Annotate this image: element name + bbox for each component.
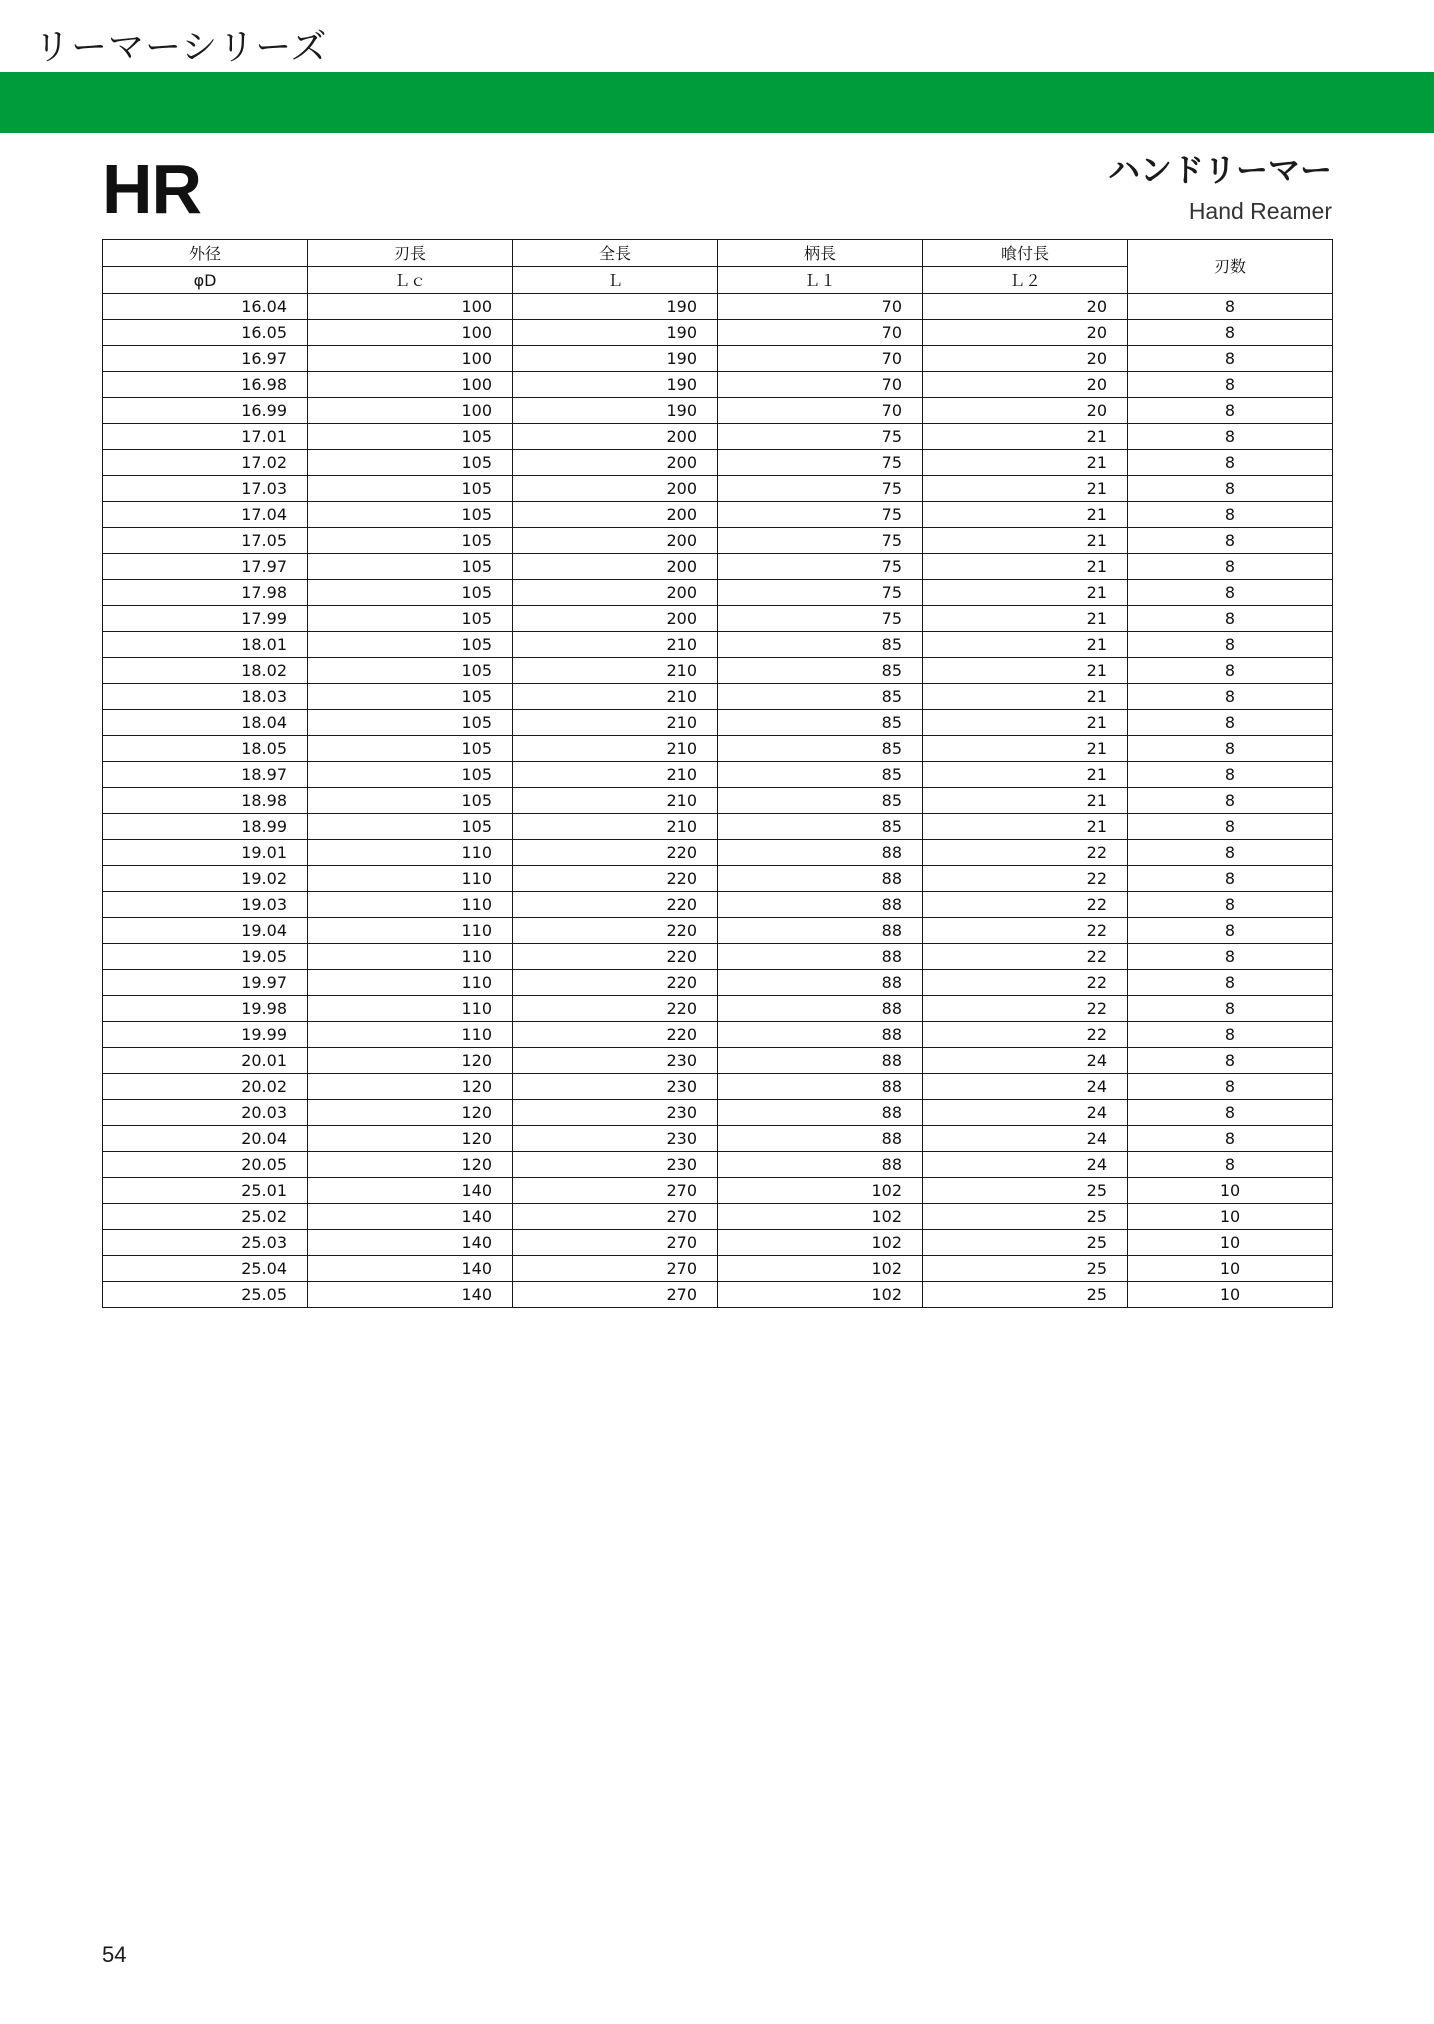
table-row — [103, 840, 1333, 866]
cell-chamfer-length: 21 — [923, 528, 1128, 554]
cell-blade-length: 120 — [308, 1048, 513, 1074]
cell-flute-count: 10 — [1128, 1178, 1333, 1204]
cell-blade-length: 110 — [308, 944, 513, 970]
cell-blade-length: 100 — [308, 398, 513, 424]
cell-chamfer-length: 25 — [923, 1178, 1128, 1204]
cell-total-length: 220 — [513, 840, 718, 866]
cell-shank-length: 70 — [718, 398, 923, 424]
cell-outer-diameter: 16.05 — [103, 320, 308, 346]
header-blade-length: 刃長 — [308, 240, 513, 267]
cell-total-length: 220 — [513, 970, 718, 996]
series-title: リーマーシリーズ — [34, 27, 328, 68]
cell-flute-count: 8 — [1128, 1022, 1333, 1048]
cell-blade-length: 105 — [308, 606, 513, 632]
cell-chamfer-length: 25 — [923, 1256, 1128, 1282]
cell-outer-diameter: 18.99 — [103, 814, 308, 840]
cell-chamfer-length: 21 — [923, 632, 1128, 658]
cell-flute-count: 8 — [1128, 814, 1333, 840]
cell-blade-length: 110 — [308, 866, 513, 892]
cell-shank-length: 75 — [718, 528, 923, 554]
cell-outer-diameter: 18.04 — [103, 710, 308, 736]
cell-flute-count: 8 — [1128, 866, 1333, 892]
cell-total-length: 230 — [513, 1074, 718, 1100]
cell-total-length: 220 — [513, 996, 718, 1022]
cell-total-length: 270 — [513, 1256, 718, 1282]
header-symbol-l: Ｌ — [513, 267, 718, 294]
cell-blade-length: 120 — [308, 1074, 513, 1100]
header-symbol-lc: Ｌｃ — [308, 267, 513, 294]
spec-table-body — [103, 294, 1333, 1308]
cell-blade-length: 110 — [308, 892, 513, 918]
cell-blade-length: 105 — [308, 580, 513, 606]
header-total-length: 全長 — [513, 240, 718, 267]
cell-flute-count: 8 — [1128, 788, 1333, 814]
cell-shank-length: 88 — [718, 970, 923, 996]
cell-blade-length: 140 — [308, 1256, 513, 1282]
cell-outer-diameter: 16.97 — [103, 346, 308, 372]
cell-outer-diameter: 25.02 — [103, 1204, 308, 1230]
cell-flute-count: 8 — [1128, 1126, 1333, 1152]
table-row — [103, 892, 1333, 918]
cell-flute-count: 8 — [1128, 424, 1333, 450]
cell-chamfer-length: 24 — [923, 1048, 1128, 1074]
cell-chamfer-length: 24 — [923, 1152, 1128, 1178]
cell-outer-diameter: 25.01 — [103, 1178, 308, 1204]
cell-blade-length: 105 — [308, 554, 513, 580]
cell-flute-count: 8 — [1128, 1048, 1333, 1074]
cell-flute-count: 8 — [1128, 372, 1333, 398]
cell-chamfer-length: 22 — [923, 1022, 1128, 1048]
cell-flute-count: 8 — [1128, 892, 1333, 918]
cell-outer-diameter: 19.01 — [103, 840, 308, 866]
cell-chamfer-length: 24 — [923, 1100, 1128, 1126]
cell-outer-diameter: 18.05 — [103, 736, 308, 762]
cell-blade-length: 105 — [308, 476, 513, 502]
cell-total-length: 230 — [513, 1100, 718, 1126]
cell-outer-diameter: 20.05 — [103, 1152, 308, 1178]
cell-flute-count: 10 — [1128, 1256, 1333, 1282]
cell-outer-diameter: 18.98 — [103, 788, 308, 814]
cell-flute-count: 8 — [1128, 762, 1333, 788]
cell-total-length: 210 — [513, 736, 718, 762]
cell-blade-length: 105 — [308, 528, 513, 554]
cell-total-length: 190 — [513, 398, 718, 424]
cell-blade-length: 105 — [308, 502, 513, 528]
cell-total-length: 200 — [513, 450, 718, 476]
cell-outer-diameter: 25.04 — [103, 1256, 308, 1282]
product-code: HR — [102, 150, 202, 228]
cell-chamfer-length: 21 — [923, 684, 1128, 710]
cell-flute-count: 8 — [1128, 1152, 1333, 1178]
cell-shank-length: 88 — [718, 918, 923, 944]
cell-shank-length: 75 — [718, 606, 923, 632]
table-row — [103, 528, 1333, 554]
cell-total-length: 270 — [513, 1230, 718, 1256]
cell-blade-length: 140 — [308, 1178, 513, 1204]
cell-blade-length: 105 — [308, 762, 513, 788]
cell-shank-length: 88 — [718, 1152, 923, 1178]
cell-total-length: 210 — [513, 788, 718, 814]
cell-blade-length: 110 — [308, 1022, 513, 1048]
cell-total-length: 200 — [513, 502, 718, 528]
cell-total-length: 230 — [513, 1126, 718, 1152]
cell-shank-length: 88 — [718, 944, 923, 970]
table-row — [103, 710, 1333, 736]
cell-shank-length: 85 — [718, 736, 923, 762]
table-row — [103, 320, 1333, 346]
cell-chamfer-length: 20 — [923, 372, 1128, 398]
cell-shank-length: 88 — [718, 996, 923, 1022]
cell-shank-length: 70 — [718, 294, 923, 320]
cell-flute-count: 8 — [1128, 684, 1333, 710]
cell-outer-diameter: 17.05 — [103, 528, 308, 554]
cell-chamfer-length: 22 — [923, 918, 1128, 944]
table-row — [103, 1100, 1333, 1126]
cell-shank-length: 85 — [718, 762, 923, 788]
cell-blade-length: 140 — [308, 1230, 513, 1256]
table-row — [103, 970, 1333, 996]
table-row — [103, 788, 1333, 814]
cell-chamfer-length: 21 — [923, 736, 1128, 762]
table-row — [103, 372, 1333, 398]
cell-flute-count: 8 — [1128, 840, 1333, 866]
cell-outer-diameter: 19.99 — [103, 1022, 308, 1048]
cell-blade-length: 120 — [308, 1100, 513, 1126]
cell-shank-length: 70 — [718, 346, 923, 372]
cell-total-length: 220 — [513, 944, 718, 970]
cell-flute-count: 8 — [1128, 944, 1333, 970]
cell-outer-diameter: 18.97 — [103, 762, 308, 788]
cell-shank-length: 88 — [718, 866, 923, 892]
cell-flute-count: 10 — [1128, 1230, 1333, 1256]
cell-chamfer-length: 20 — [923, 398, 1128, 424]
cell-chamfer-length: 25 — [923, 1204, 1128, 1230]
cell-chamfer-length: 20 — [923, 320, 1128, 346]
cell-shank-length: 88 — [718, 1074, 923, 1100]
table-row — [103, 1204, 1333, 1230]
cell-flute-count: 8 — [1128, 658, 1333, 684]
cell-chamfer-length: 21 — [923, 814, 1128, 840]
cell-flute-count: 8 — [1128, 1074, 1333, 1100]
cell-total-length: 200 — [513, 606, 718, 632]
cell-total-length: 270 — [513, 1204, 718, 1230]
cell-total-length: 210 — [513, 632, 718, 658]
cell-outer-diameter: 20.02 — [103, 1074, 308, 1100]
cell-chamfer-length: 21 — [923, 450, 1128, 476]
cell-outer-diameter: 19.97 — [103, 970, 308, 996]
cell-flute-count: 8 — [1128, 996, 1333, 1022]
cell-blade-length: 105 — [308, 632, 513, 658]
cell-total-length: 200 — [513, 424, 718, 450]
cell-outer-diameter: 18.02 — [103, 658, 308, 684]
cell-shank-length: 88 — [718, 1022, 923, 1048]
header-shank-length: 柄長 — [718, 240, 923, 267]
table-row — [103, 866, 1333, 892]
cell-flute-count: 8 — [1128, 554, 1333, 580]
cell-outer-diameter: 16.99 — [103, 398, 308, 424]
cell-outer-diameter: 17.98 — [103, 580, 308, 606]
cell-shank-length: 102 — [718, 1256, 923, 1282]
table-row — [103, 346, 1333, 372]
cell-total-length: 220 — [513, 1022, 718, 1048]
cell-outer-diameter: 25.05 — [103, 1282, 308, 1308]
cell-flute-count: 8 — [1128, 710, 1333, 736]
table-row — [103, 1074, 1333, 1100]
cell-total-length: 210 — [513, 658, 718, 684]
cell-chamfer-length: 22 — [923, 970, 1128, 996]
cell-total-length: 190 — [513, 346, 718, 372]
cell-shank-length: 85 — [718, 788, 923, 814]
cell-shank-length: 102 — [718, 1230, 923, 1256]
cell-total-length: 200 — [513, 554, 718, 580]
cell-shank-length: 88 — [718, 1100, 923, 1126]
cell-blade-length: 110 — [308, 996, 513, 1022]
cell-shank-length: 102 — [718, 1204, 923, 1230]
table-row — [103, 1022, 1333, 1048]
table-row — [103, 1282, 1333, 1308]
cell-shank-length: 75 — [718, 502, 923, 528]
cell-chamfer-length: 20 — [923, 294, 1128, 320]
table-row — [103, 658, 1333, 684]
cell-outer-diameter: 20.03 — [103, 1100, 308, 1126]
cell-total-length: 190 — [513, 320, 718, 346]
table-row — [103, 424, 1333, 450]
cell-chamfer-length: 21 — [923, 554, 1128, 580]
table-row — [103, 1178, 1333, 1204]
header-outer-diameter: 外径 — [103, 240, 308, 267]
cell-chamfer-length: 22 — [923, 944, 1128, 970]
cell-chamfer-length: 21 — [923, 476, 1128, 502]
cell-shank-length: 102 — [718, 1282, 923, 1308]
cell-outer-diameter: 17.97 — [103, 554, 308, 580]
cell-blade-length: 100 — [308, 320, 513, 346]
cell-blade-length: 105 — [308, 658, 513, 684]
table-row — [103, 1126, 1333, 1152]
cell-chamfer-length: 21 — [923, 762, 1128, 788]
cell-shank-length: 88 — [718, 840, 923, 866]
cell-chamfer-length: 21 — [923, 658, 1128, 684]
cell-outer-diameter: 19.04 — [103, 918, 308, 944]
cell-chamfer-length: 21 — [923, 710, 1128, 736]
cell-flute-count: 10 — [1128, 1204, 1333, 1230]
table-row — [103, 294, 1333, 320]
cell-total-length: 220 — [513, 892, 718, 918]
cell-outer-diameter: 19.05 — [103, 944, 308, 970]
cell-total-length: 200 — [513, 528, 718, 554]
cell-blade-length: 100 — [308, 294, 513, 320]
cell-flute-count: 8 — [1128, 1100, 1333, 1126]
cell-flute-count: 8 — [1128, 450, 1333, 476]
cell-flute-count: 8 — [1128, 476, 1333, 502]
cell-shank-length: 75 — [718, 580, 923, 606]
cell-outer-diameter: 20.01 — [103, 1048, 308, 1074]
table-row — [103, 476, 1333, 502]
cell-total-length: 220 — [513, 918, 718, 944]
cell-chamfer-length: 21 — [923, 580, 1128, 606]
cell-chamfer-length: 25 — [923, 1230, 1128, 1256]
cell-total-length: 210 — [513, 710, 718, 736]
product-name-english: Hand Reamer — [1188, 198, 1332, 224]
cell-flute-count: 8 — [1128, 970, 1333, 996]
table-row — [103, 554, 1333, 580]
cell-shank-length: 70 — [718, 372, 923, 398]
cell-shank-length: 88 — [718, 1048, 923, 1074]
cell-outer-diameter: 17.02 — [103, 450, 308, 476]
cell-total-length: 200 — [513, 580, 718, 606]
spec-table-header — [103, 240, 1333, 294]
cell-total-length: 190 — [513, 294, 718, 320]
cell-chamfer-length: 22 — [923, 996, 1128, 1022]
cell-shank-length: 85 — [718, 710, 923, 736]
cell-outer-diameter: 17.99 — [103, 606, 308, 632]
header-symbol-d: φD — [103, 267, 308, 294]
spec-table — [102, 239, 1333, 1308]
cell-chamfer-length: 21 — [923, 502, 1128, 528]
cell-chamfer-length: 25 — [923, 1282, 1128, 1308]
page-number: 54 — [102, 1942, 127, 1967]
cell-flute-count: 8 — [1128, 632, 1333, 658]
cell-flute-count: 8 — [1128, 918, 1333, 944]
cell-total-length: 270 — [513, 1178, 718, 1204]
cell-chamfer-length: 24 — [923, 1126, 1128, 1152]
table-row — [103, 580, 1333, 606]
cell-shank-length: 85 — [718, 684, 923, 710]
cell-total-length: 230 — [513, 1048, 718, 1074]
cell-blade-length: 140 — [308, 1204, 513, 1230]
cell-blade-length: 110 — [308, 918, 513, 944]
cell-shank-length: 85 — [718, 658, 923, 684]
table-row — [103, 450, 1333, 476]
cell-blade-length: 110 — [308, 970, 513, 996]
product-name-japanese: ハンドリーマー — [1107, 151, 1332, 189]
cell-flute-count: 8 — [1128, 294, 1333, 320]
cell-chamfer-length: 21 — [923, 788, 1128, 814]
table-row — [103, 814, 1333, 840]
cell-blade-length: 120 — [308, 1126, 513, 1152]
cell-outer-diameter: 25.03 — [103, 1230, 308, 1256]
cell-total-length: 190 — [513, 372, 718, 398]
table-row — [103, 762, 1333, 788]
table-row — [103, 1048, 1333, 1074]
cell-blade-length: 105 — [308, 684, 513, 710]
cell-outer-diameter: 16.98 — [103, 372, 308, 398]
table-row — [103, 996, 1333, 1022]
table-row — [103, 632, 1333, 658]
header-symbol-l2: Ｌ２ — [923, 267, 1128, 294]
table-row — [103, 918, 1333, 944]
cell-outer-diameter: 17.03 — [103, 476, 308, 502]
cell-blade-length: 110 — [308, 840, 513, 866]
header-symbol-l1: Ｌ１ — [718, 267, 923, 294]
cell-outer-diameter: 16.04 — [103, 294, 308, 320]
cell-chamfer-length: 22 — [923, 866, 1128, 892]
table-row — [103, 1256, 1333, 1282]
cell-total-length: 220 — [513, 866, 718, 892]
cell-flute-count: 8 — [1128, 320, 1333, 346]
cell-shank-length: 88 — [718, 1126, 923, 1152]
cell-outer-diameter: 20.04 — [103, 1126, 308, 1152]
cell-outer-diameter: 17.04 — [103, 502, 308, 528]
cell-chamfer-length: 24 — [923, 1074, 1128, 1100]
table-row — [103, 502, 1333, 528]
cell-total-length: 210 — [513, 684, 718, 710]
cell-blade-length: 105 — [308, 814, 513, 840]
header-chamfer-length: 喰付長 — [923, 240, 1128, 267]
cell-flute-count: 8 — [1128, 502, 1333, 528]
cell-shank-length: 75 — [718, 424, 923, 450]
table-row — [103, 736, 1333, 762]
cell-outer-diameter: 18.03 — [103, 684, 308, 710]
cell-blade-length: 105 — [308, 788, 513, 814]
cell-shank-length: 75 — [718, 476, 923, 502]
table-row — [103, 398, 1333, 424]
cell-flute-count: 8 — [1128, 346, 1333, 372]
table-row — [103, 606, 1333, 632]
cell-total-length: 210 — [513, 814, 718, 840]
cell-shank-length: 70 — [718, 320, 923, 346]
cell-flute-count: 8 — [1128, 736, 1333, 762]
cell-total-length: 270 — [513, 1282, 718, 1308]
cell-shank-length: 75 — [718, 450, 923, 476]
header-band — [0, 72, 1434, 133]
cell-flute-count: 8 — [1128, 398, 1333, 424]
cell-shank-length: 85 — [718, 814, 923, 840]
cell-blade-length: 100 — [308, 372, 513, 398]
cell-flute-count: 8 — [1128, 606, 1333, 632]
cell-blade-length: 105 — [308, 450, 513, 476]
cell-outer-diameter: 19.02 — [103, 866, 308, 892]
table-row — [103, 1152, 1333, 1178]
cell-total-length: 210 — [513, 762, 718, 788]
cell-outer-diameter: 19.98 — [103, 996, 308, 1022]
cell-blade-length: 105 — [308, 736, 513, 762]
cell-chamfer-length: 21 — [923, 424, 1128, 450]
cell-chamfer-length: 22 — [923, 840, 1128, 866]
cell-flute-count: 8 — [1128, 528, 1333, 554]
cell-shank-length: 85 — [718, 632, 923, 658]
table-row — [103, 684, 1333, 710]
header-flute-count: 刃数 — [1128, 240, 1333, 294]
cell-chamfer-length: 22 — [923, 892, 1128, 918]
cell-chamfer-length: 20 — [923, 346, 1128, 372]
cell-chamfer-length: 21 — [923, 606, 1128, 632]
cell-blade-length: 105 — [308, 424, 513, 450]
cell-outer-diameter: 17.01 — [103, 424, 308, 450]
cell-flute-count: 8 — [1128, 580, 1333, 606]
cell-blade-length: 140 — [308, 1282, 513, 1308]
cell-total-length: 230 — [513, 1152, 718, 1178]
cell-outer-diameter: 18.01 — [103, 632, 308, 658]
table-row — [103, 1230, 1333, 1256]
cell-outer-diameter: 19.03 — [103, 892, 308, 918]
table-row — [103, 944, 1333, 970]
cell-flute-count: 10 — [1128, 1282, 1333, 1308]
cell-shank-length: 88 — [718, 892, 923, 918]
cell-shank-length: 102 — [718, 1178, 923, 1204]
cell-shank-length: 75 — [718, 554, 923, 580]
cell-total-length: 200 — [513, 476, 718, 502]
cell-blade-length: 120 — [308, 1152, 513, 1178]
cell-blade-length: 105 — [308, 710, 513, 736]
cell-blade-length: 100 — [308, 346, 513, 372]
